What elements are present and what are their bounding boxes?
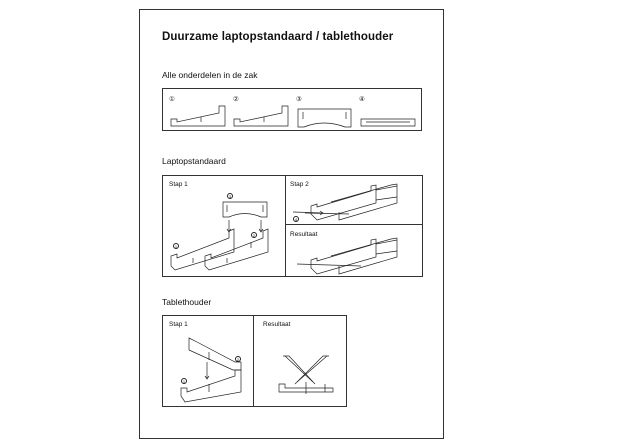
- tablet-part2-marker: 2: [236, 357, 240, 362]
- part-1-side-piece: [171, 106, 225, 126]
- tablet-step1-upper-piece: [189, 338, 241, 370]
- parts-heading: Alle onderdelen in de zak: [162, 70, 258, 80]
- step2-part4-marker: 4: [294, 217, 298, 222]
- part-4-bar: [361, 119, 415, 126]
- step1-part1-marker: 1: [174, 244, 178, 249]
- tablet-step1-label: Stap 1: [169, 321, 188, 328]
- instruction-sheet: [139, 9, 444, 439]
- part-4-number: ④: [359, 96, 365, 103]
- part-2-side-piece: [234, 106, 288, 126]
- laptop-heading: Laptopstandaard: [162, 156, 226, 166]
- step1-part2-marker: 2: [252, 233, 256, 238]
- step1-side-piece-2: [205, 229, 268, 270]
- page-title: Duurzame laptopstandaard / tablethouder: [162, 31, 394, 43]
- step1-cross-piece: [223, 202, 267, 217]
- parts-drawing: [163, 89, 423, 132]
- part-2-number: ②: [233, 96, 239, 103]
- tablet-part1-marker: 1: [182, 379, 186, 384]
- tablet-result-label: Resultaat: [263, 321, 291, 328]
- tablet-heading: Tablethouder: [162, 297, 212, 307]
- step1-part3-marker: 3: [228, 194, 232, 199]
- part-1-number: ①: [169, 96, 175, 103]
- laptop-step2-label: Stap 2: [290, 181, 309, 188]
- part-3-number: ③: [296, 96, 302, 103]
- laptop-step1-label: Stap 1: [169, 181, 188, 188]
- laptop-steps-box: [162, 175, 423, 277]
- step1-side-piece-1: [171, 229, 234, 270]
- tablet-steps-box: [162, 315, 347, 407]
- result-assembly: [311, 239, 376, 274]
- laptop-drawing: [163, 176, 424, 278]
- tablet-drawing: [163, 316, 348, 408]
- part-3-cross-piece: [298, 109, 351, 127]
- parts-box: [162, 88, 422, 131]
- laptop-result-label: Resultaat: [290, 231, 318, 238]
- tablet-step1-lower-piece: [181, 370, 241, 402]
